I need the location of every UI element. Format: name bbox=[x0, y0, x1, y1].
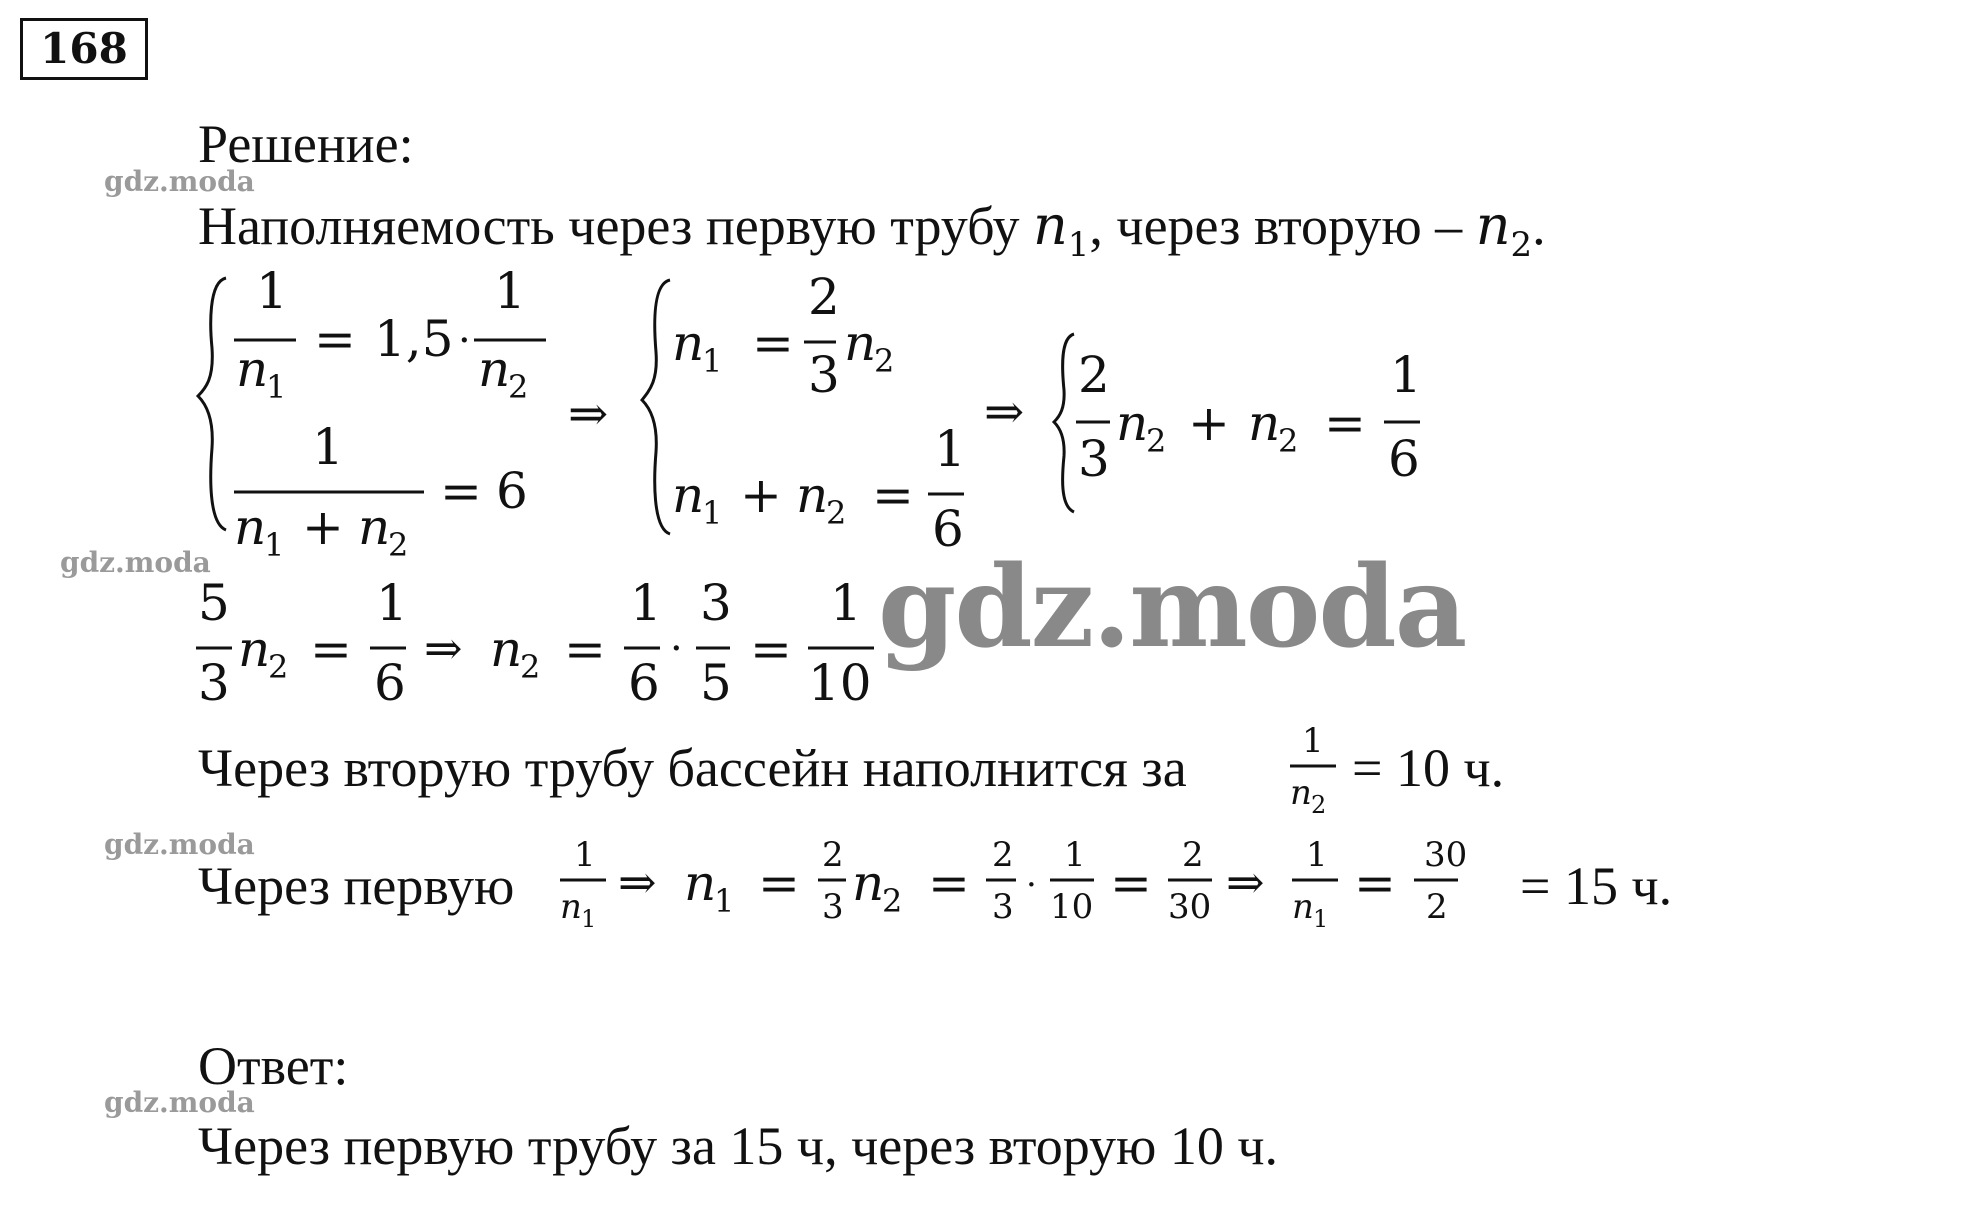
numerator: 1 bbox=[1302, 721, 1324, 761]
intro-var-n1 bbox=[1033, 194, 1090, 265]
numerator: 1 bbox=[630, 574, 662, 632]
var-n: n bbox=[358, 498, 391, 556]
var-n: n bbox=[1248, 394, 1281, 452]
denominator: 3 bbox=[1078, 430, 1110, 488]
numerator: 2 bbox=[808, 268, 840, 326]
first-pipe-text: Через первую bbox=[198, 856, 515, 916]
first-pipe-formula bbox=[550, 832, 1570, 952]
var-n: n bbox=[1033, 194, 1068, 257]
watermark: gdz.moda bbox=[104, 165, 255, 198]
equals-sign: = bbox=[872, 466, 914, 524]
plus-sign: + bbox=[302, 498, 344, 556]
var-n: n bbox=[1116, 394, 1149, 452]
var-n: n bbox=[672, 314, 705, 372]
implies-1 bbox=[568, 384, 628, 444]
denominator: 3 bbox=[198, 654, 230, 712]
equals-sign: = bbox=[928, 854, 970, 912]
subscript: 2 bbox=[388, 526, 409, 564]
value: 6 bbox=[496, 462, 528, 520]
subscript: 2 bbox=[826, 494, 847, 532]
equals-sign: = bbox=[758, 854, 800, 912]
subscript: 2 bbox=[508, 368, 529, 406]
subscript: 2 bbox=[268, 648, 289, 686]
plus-sign: + bbox=[1188, 394, 1230, 452]
var-n: n bbox=[1292, 887, 1314, 927]
equals-sign: = bbox=[750, 620, 792, 678]
implies-sign: ⇒ bbox=[1226, 855, 1265, 909]
numerator: 1 bbox=[1064, 835, 1086, 875]
subscript: 2 bbox=[1278, 422, 1299, 460]
dot-operator: · bbox=[458, 318, 471, 364]
answer-text: Через первую трубу за 15 ч, через вторую 10 ч. bbox=[198, 1116, 1278, 1176]
watermark: gdz.moda bbox=[104, 1086, 255, 1119]
equals-sign: = bbox=[440, 462, 482, 520]
computation-line bbox=[194, 572, 914, 722]
denominator: 10 bbox=[808, 654, 872, 712]
numerator: 3 bbox=[700, 574, 732, 632]
implies-2 bbox=[984, 384, 1044, 448]
numerator: 1 bbox=[830, 574, 862, 632]
intro-line bbox=[198, 196, 1546, 275]
var-n: n bbox=[1290, 773, 1312, 813]
intro-middle: , через вторую – bbox=[1089, 196, 1476, 256]
second-pipe-result: = 10 ч. bbox=[1352, 738, 1505, 798]
denominator: 10 bbox=[1050, 887, 1094, 927]
numerator: 1 bbox=[312, 418, 344, 476]
system-3 bbox=[1052, 330, 1432, 520]
var-n: n bbox=[478, 340, 511, 398]
subscript: 1 bbox=[1313, 905, 1329, 933]
implies-sign: ⇒ bbox=[568, 386, 609, 442]
numerator: 2 bbox=[1182, 835, 1204, 875]
equals-sign: = bbox=[310, 620, 352, 678]
numerator: 5 bbox=[198, 574, 230, 632]
var-n: n bbox=[234, 498, 267, 556]
intro-prefix: Наполняемость через первую трубу bbox=[198, 196, 1033, 256]
watermark-large: gdz.moda bbox=[878, 542, 1466, 673]
denominator: 6 bbox=[932, 500, 964, 558]
problem-number: 168 bbox=[20, 18, 148, 80]
system-1 bbox=[196, 262, 596, 568]
var-n: n bbox=[560, 887, 582, 927]
denominator: 30 bbox=[1168, 887, 1212, 927]
subscript: 1 bbox=[581, 905, 597, 933]
numerator: 2 bbox=[822, 835, 844, 875]
var-n: n bbox=[796, 466, 829, 524]
denominator: 2 bbox=[1426, 887, 1448, 927]
denominator: 6 bbox=[628, 654, 660, 712]
subscript: 2 bbox=[1510, 224, 1533, 265]
denominator: 5 bbox=[700, 654, 732, 712]
subscript: 1 bbox=[714, 882, 735, 920]
denominator: 3 bbox=[822, 887, 844, 927]
numerator: 1 bbox=[574, 835, 596, 875]
solution-label: Решение: bbox=[198, 114, 414, 174]
denominator: 3 bbox=[808, 346, 840, 404]
implies-sign: ⇒ bbox=[984, 384, 1025, 440]
numerator: 1 bbox=[1306, 835, 1328, 875]
equals-sign: = bbox=[1324, 394, 1366, 452]
intro-var-n2 bbox=[1475, 194, 1533, 265]
denominator: 6 bbox=[374, 654, 406, 712]
subscript: 1 bbox=[264, 526, 285, 564]
subscript: 2 bbox=[1146, 422, 1167, 460]
subscript: 1 bbox=[702, 494, 723, 532]
first-pipe-result: = 15 ч. bbox=[1520, 856, 1673, 916]
watermark: gdz.moda bbox=[60, 546, 211, 579]
implies-sign: ⇒ bbox=[618, 855, 657, 909]
var-n: n bbox=[672, 466, 705, 524]
denominator: 3 bbox=[992, 887, 1014, 927]
var-n: n bbox=[238, 620, 271, 678]
subscript: 2 bbox=[1311, 791, 1327, 819]
denominator: 6 bbox=[1388, 430, 1420, 488]
subscript: 2 bbox=[520, 648, 541, 686]
subscript: 1 bbox=[702, 342, 723, 380]
numerator: 1 bbox=[1390, 346, 1422, 404]
subscript: 1 bbox=[266, 368, 287, 406]
intro-suffix: . bbox=[1532, 196, 1546, 256]
brace bbox=[1054, 334, 1074, 512]
subscript: 2 bbox=[874, 342, 895, 380]
var-n: n bbox=[684, 854, 717, 912]
coefficient: 1,5 bbox=[374, 310, 454, 368]
dot-operator: · bbox=[1026, 865, 1037, 905]
var-n: n bbox=[1475, 194, 1511, 257]
answer-label: Ответ: bbox=[198, 1036, 349, 1096]
numerator: 1 bbox=[376, 574, 408, 632]
numerator: 1 bbox=[934, 420, 966, 478]
subscript: 1 bbox=[1067, 224, 1090, 265]
var-n: n bbox=[844, 314, 877, 372]
numerator: 30 bbox=[1424, 835, 1468, 875]
var-n: n bbox=[852, 854, 885, 912]
equals-sign: = bbox=[1110, 854, 1152, 912]
numerator: 2 bbox=[992, 835, 1014, 875]
watermark: gdz.moda bbox=[104, 828, 255, 861]
subscript: 2 bbox=[882, 882, 903, 920]
equals-sign: = bbox=[314, 310, 356, 368]
plus-sign: + bbox=[740, 466, 782, 524]
implies-sign: ⇒ bbox=[424, 621, 463, 675]
numerator: 1 bbox=[256, 262, 288, 320]
equals-sign: = bbox=[752, 314, 794, 372]
second-pipe-text: Через вторую трубу бассейн наполнится за bbox=[198, 738, 1187, 798]
brace bbox=[642, 280, 670, 534]
var-n: n bbox=[490, 620, 523, 678]
equals-sign: = bbox=[1354, 854, 1396, 912]
dot-operator: · bbox=[670, 626, 683, 672]
brace bbox=[198, 278, 226, 530]
system-2 bbox=[640, 268, 1000, 568]
equals-sign: = bbox=[564, 620, 606, 678]
var-n: n bbox=[236, 340, 269, 398]
numerator: 1 bbox=[494, 262, 526, 320]
numerator: 2 bbox=[1078, 346, 1110, 404]
